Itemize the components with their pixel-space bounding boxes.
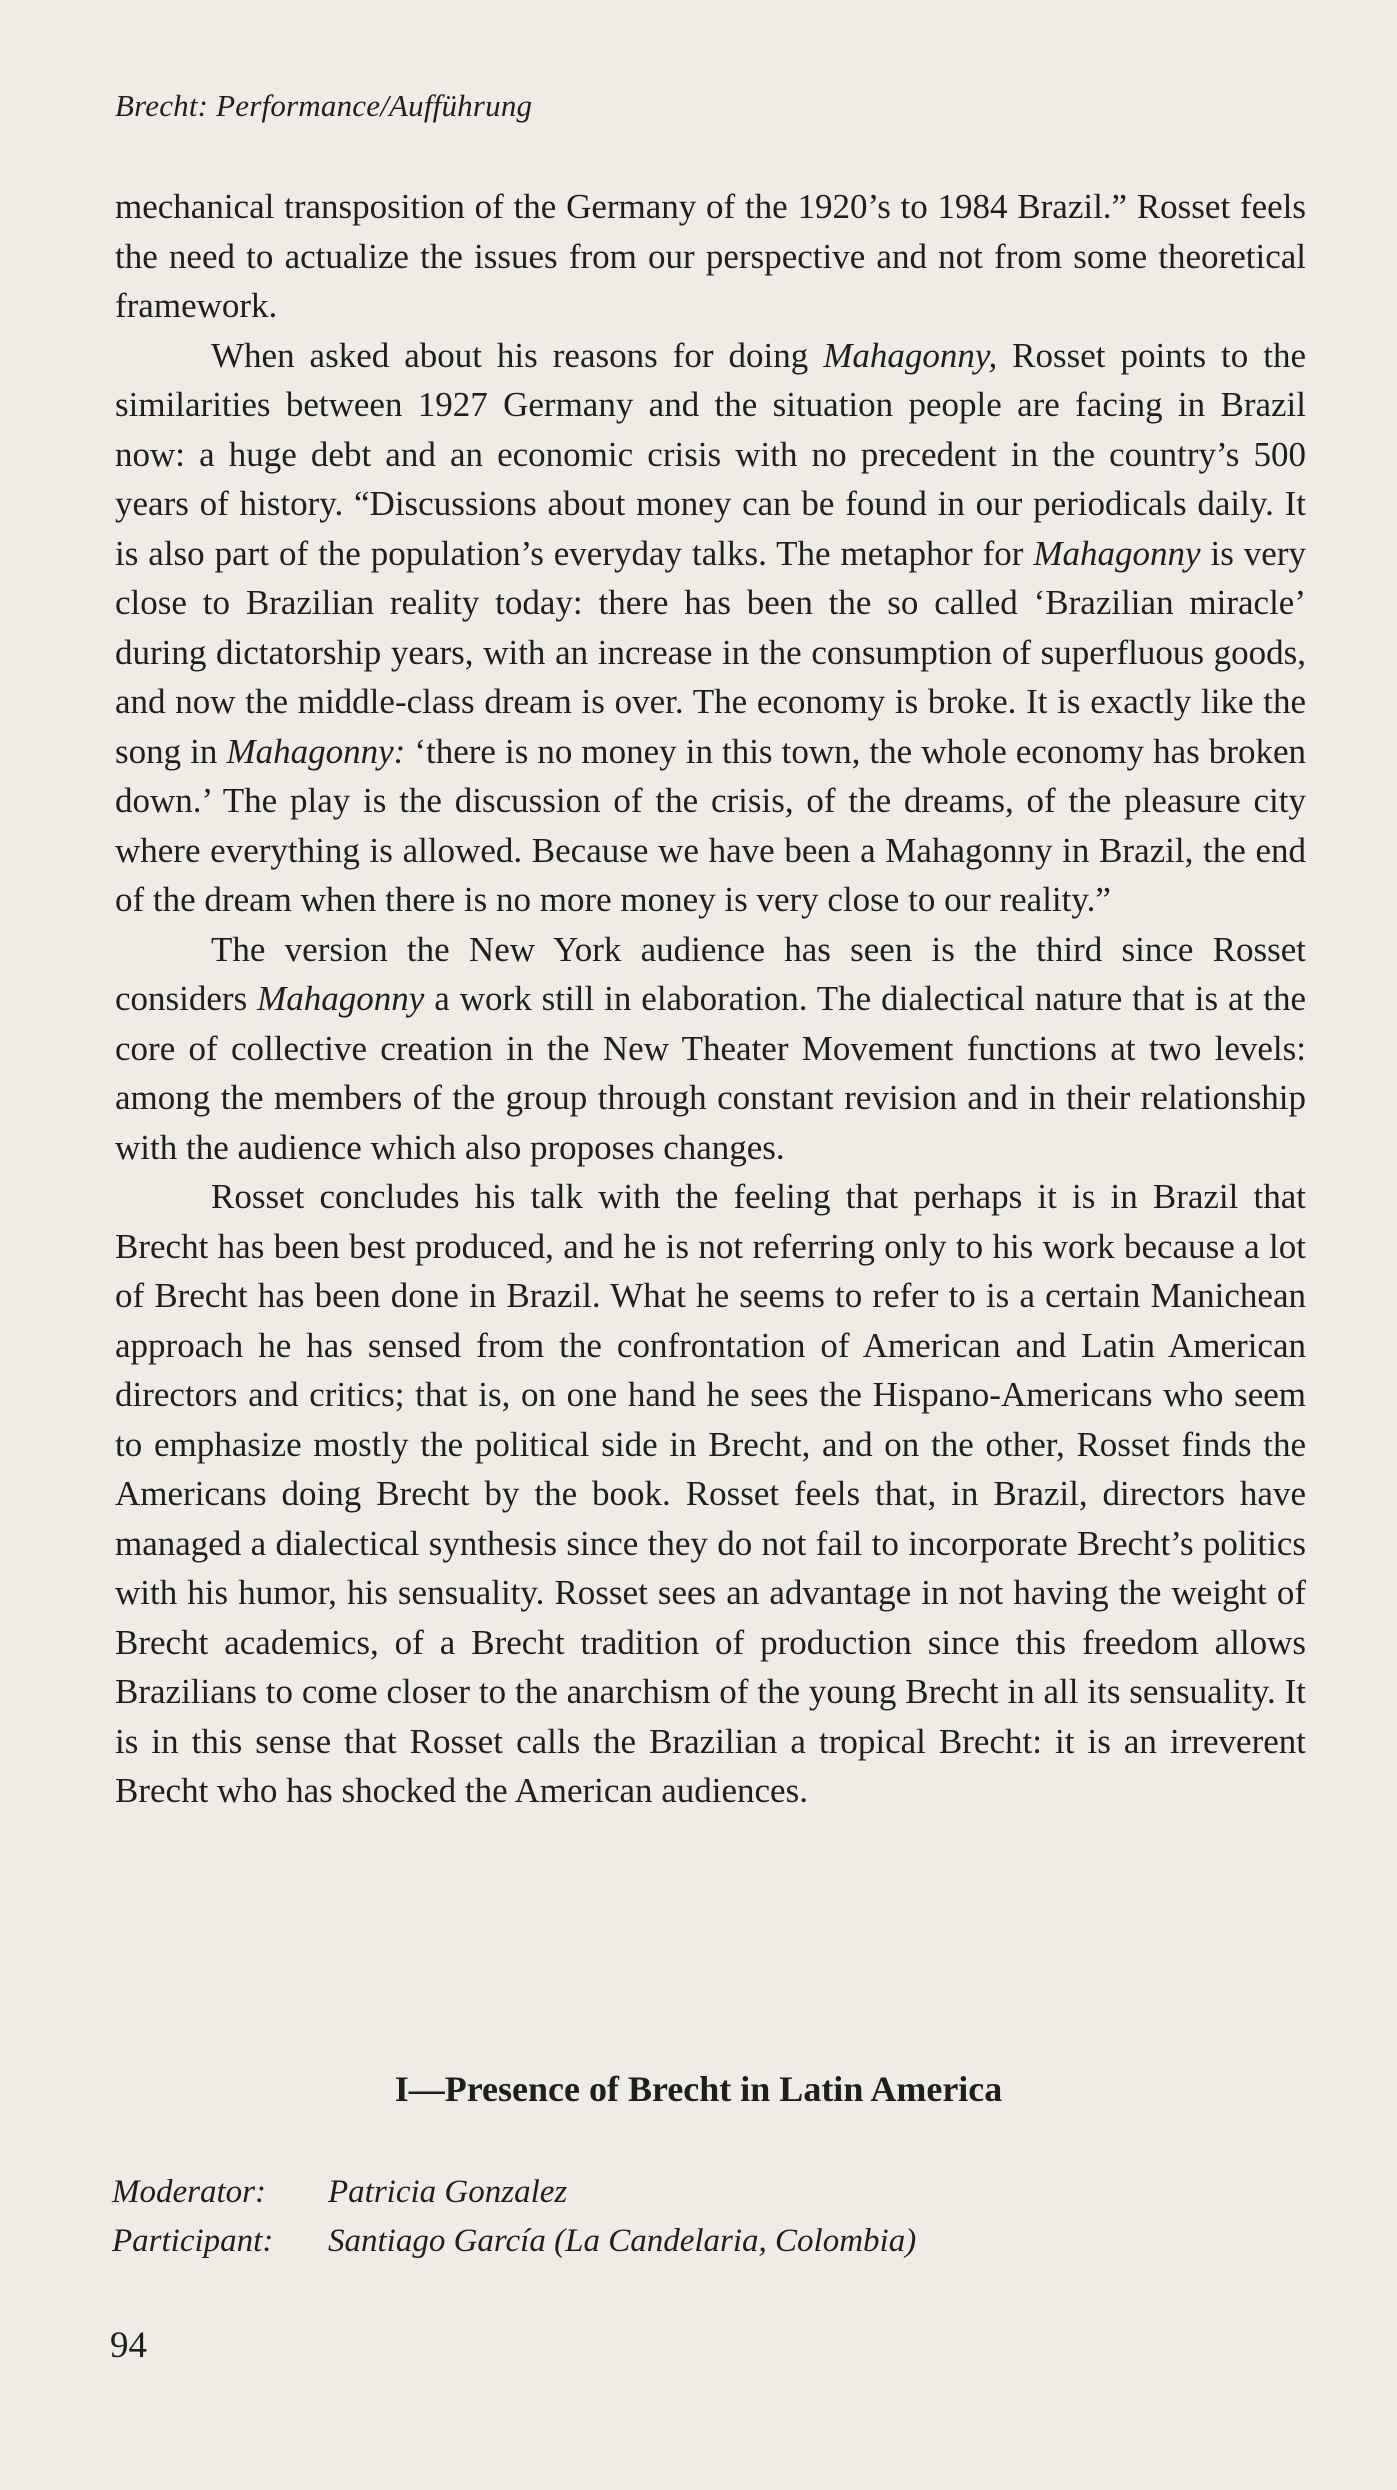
paragraph-1 — [115, 182, 1306, 331]
paragraph-text: a work still in elaboration. The dialectical nature that is at the core of collective creation in the New Theater Movement functions at two levels: among the members of the group through constant revision and in their relationship with the audience which also proposes changes. — [115, 979, 1306, 1167]
paragraph-text: Rosset points to the similarities between 1927 Germany and the situation people are facing in Brazil now: a huge debt and an economic crisis with no precedent in the country’s 500 years of history. “Discussions about money can be found in our periodicals daily. It is also part of the population’s everyday talks. The metaphor for — [115, 335, 1306, 573]
paragraph-text: mechanical transposition of the Germany of the 1920’s to 1984 Brazil.” Rosset feels the need to actualize the issues from our perspective and not from some theoretical framework. — [115, 187, 1306, 325]
italic-title-text: Mahagonny — [257, 979, 425, 1018]
italic-title-text: Mahagonny: — [226, 731, 406, 771]
paragraph-3 — [115, 925, 1306, 1173]
paragraph-text: Rosset concludes his talk with the feeling that perhaps it is in Brazil that Brecht has been best produced, and he is not referring only to his work because a lot of Brecht has been done in Brazil. What he seems to refer to is a certain Manichean approach he has sensed from the confrontation of American and Latin American directors and critics; that is, on one hand he sees the Hispano-Americans who seem to emphasize mostly the political side in Brecht, and on the other, Rosset finds the Americans doing Brecht by the book. Rosset feels that, in Brazil, directors have managed a dialectical synthesis since they do not fail to incorporate Brecht’s politics with his humor, his sensuality. Rosset sees an advantage in not having the weight of Brecht academics, of a Brecht tradition of production since this freedom allows Brazilians to come closer to the anarchism of the young Brecht in all its sensuality. It is in this sense that Rosset calls the Brazilian a tropical Brecht: it is an irreverent Brecht who has shocked the American audiences. — [115, 1177, 1306, 1810]
page-number: 94 — [110, 2325, 147, 2366]
participant-name: Santiago García (La Candelaria, Colombia) — [328, 2223, 917, 2259]
italic-title-text: Mahagonny, — [823, 335, 998, 375]
paragraph-text: is very close to Brazilian reality today: there has been the so called ‘Brazilian miracle’ during dictatorship years, with an increase in the consumption of superfluous goods, and now the middle-class dream is over. The economy is broke. It is exactly like the song in — [115, 533, 1306, 771]
section-heading: I—Presence of Brecht in Latin America — [394, 2069, 1003, 2109]
paragraph-text: ‘there is no money in this town, the whole economy has broken down.’ The play is the discussion of the crisis, of the dreams, of the pleasure city where everything is allowed. Because we have been a Mahagonny in Brazil, the end of the dream when there is no more money is very close to our reality.” — [115, 731, 1306, 919]
italic-title-text: Mahagonny — [1033, 533, 1201, 573]
paragraph-4 — [115, 1172, 1306, 1816]
running-head: Brecht: Performance/Aufführung — [115, 88, 533, 123]
moderator-label: Moderator: — [112, 2174, 266, 2210]
moderator-row — [112, 2168, 916, 2217]
paragraph-text: When asked about his reasons for doing — [211, 335, 824, 375]
participant-label: Participant: — [112, 2223, 274, 2259]
moderator-name: Patricia Gonzalez — [328, 2174, 568, 2210]
body-text — [115, 182, 1306, 1816]
paragraph-text: The version the New York audience has seen is the third since Rosset considers — [115, 929, 1306, 1018]
session-credits — [112, 2168, 916, 2266]
paragraph-2 — [115, 331, 1306, 925]
participant-row — [112, 2217, 916, 2266]
